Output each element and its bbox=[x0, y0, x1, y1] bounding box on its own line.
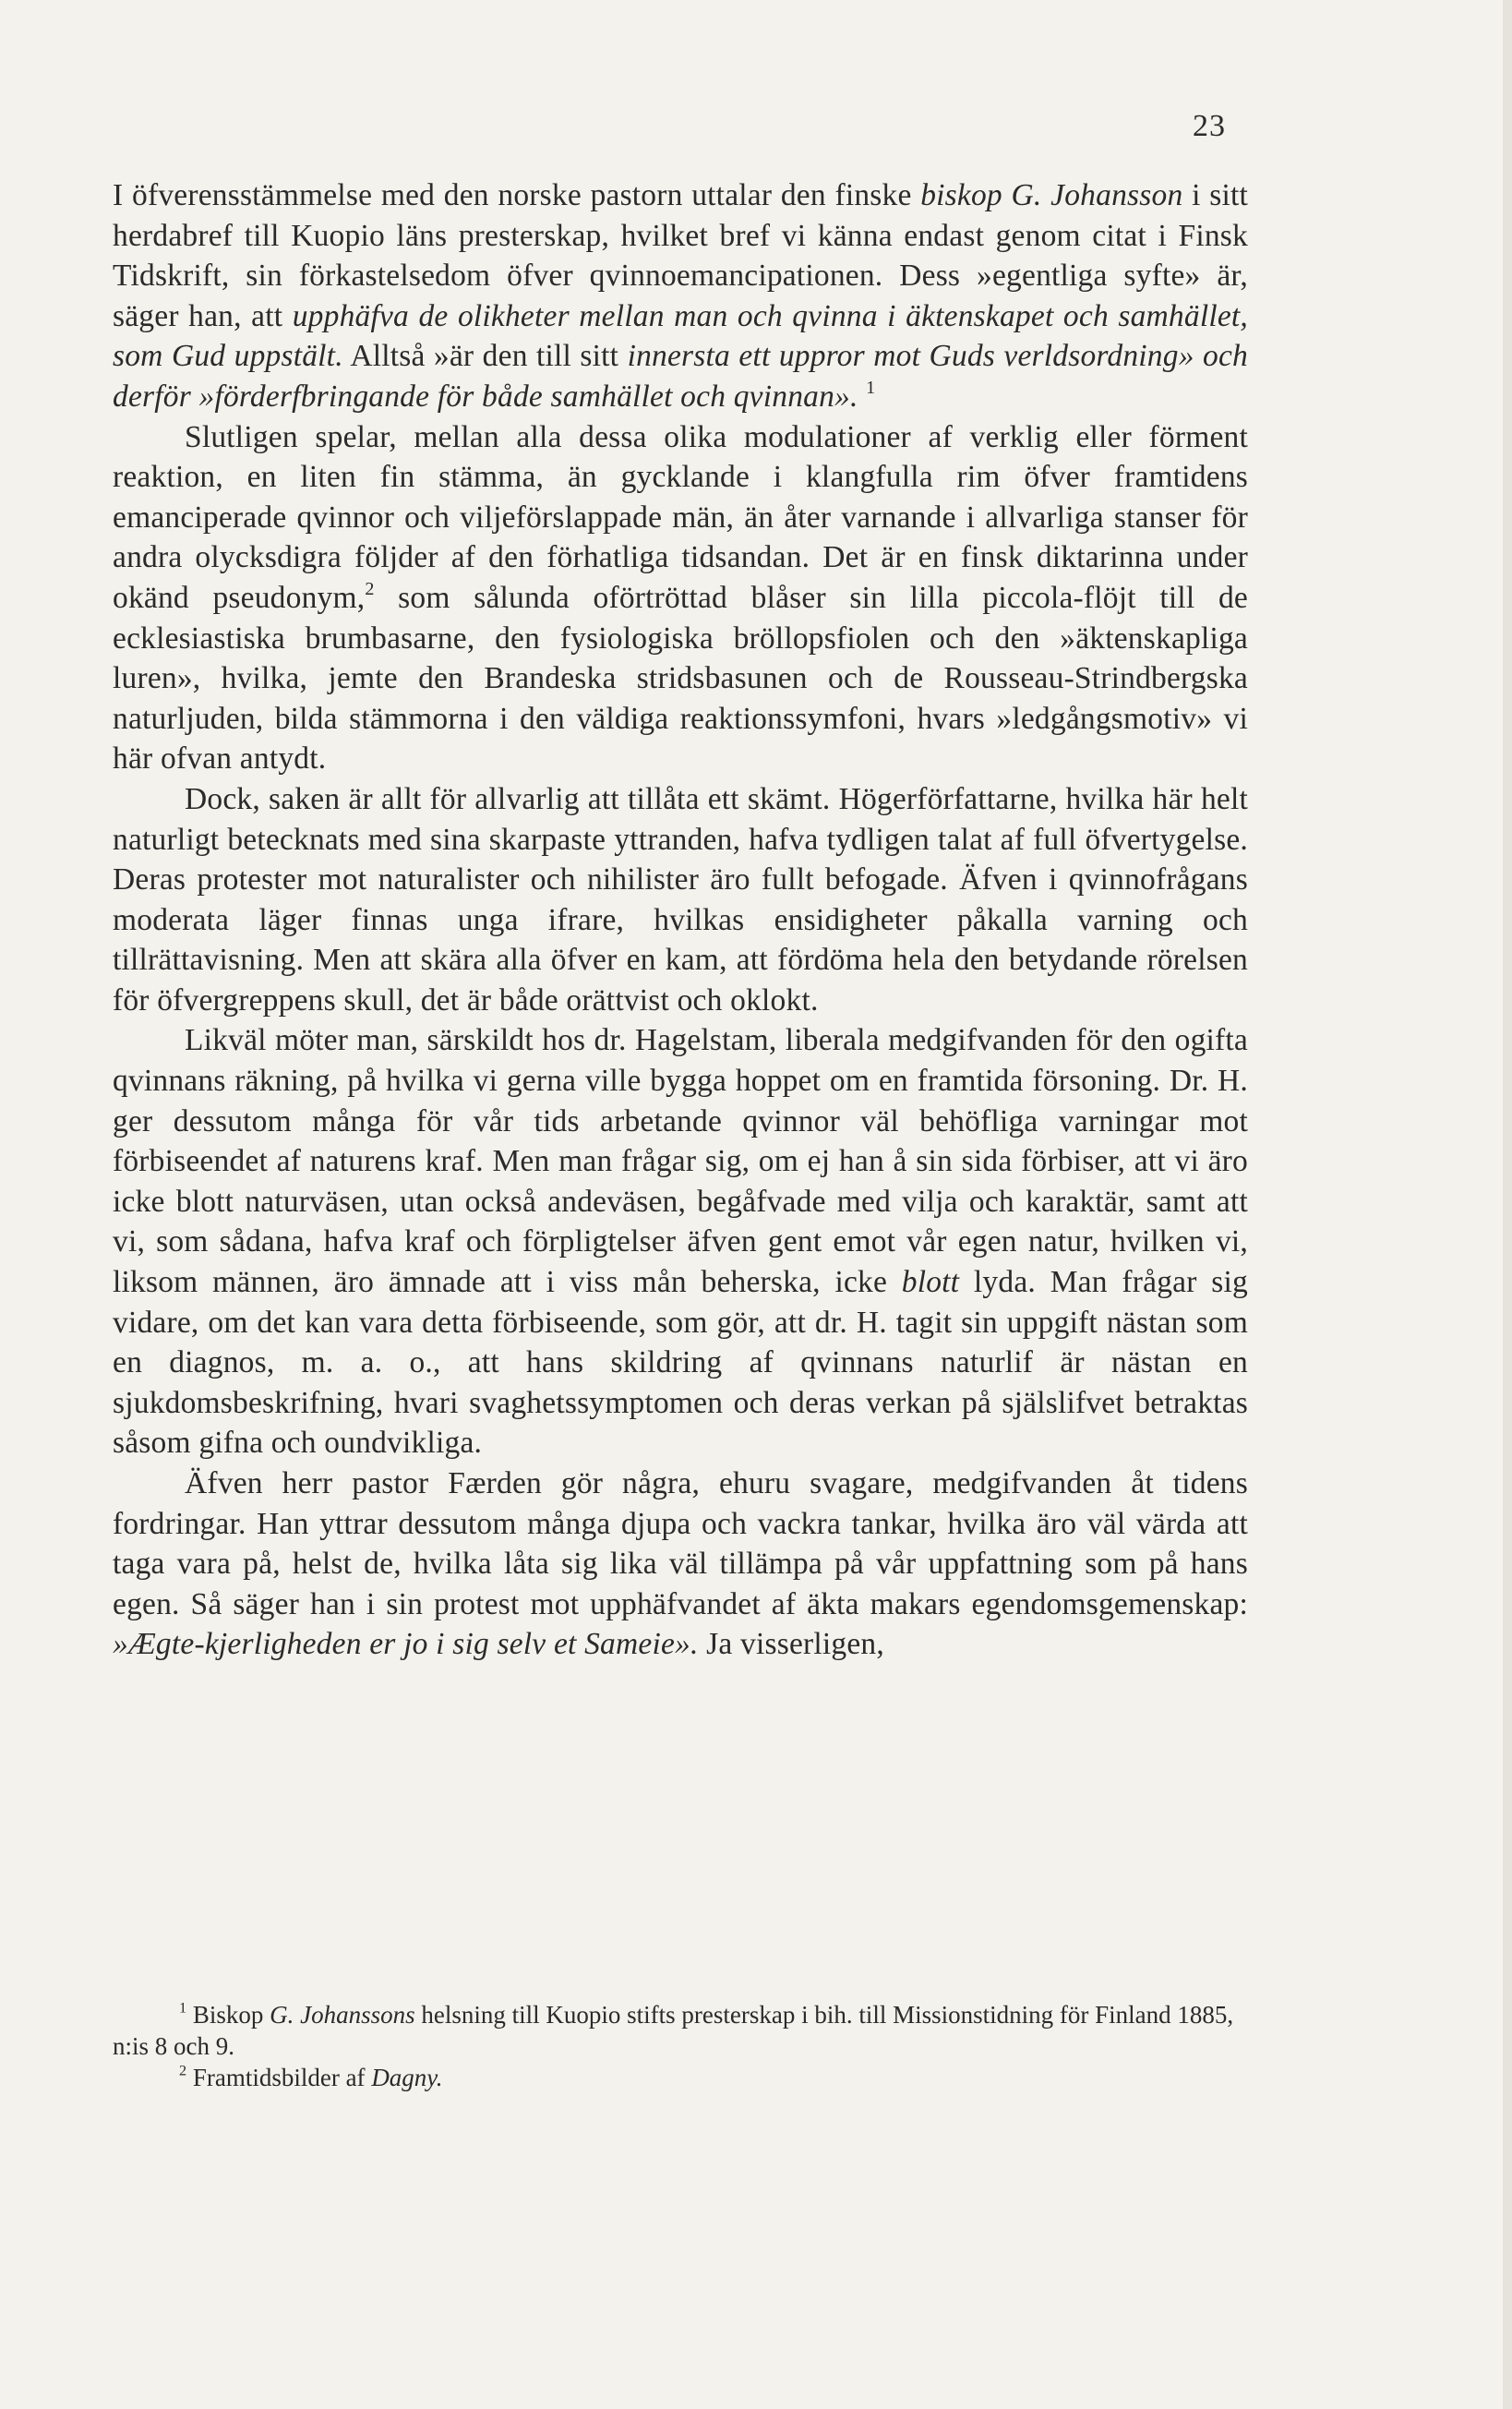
text-run: Dock, saken är allt för allvarlig att tillåta ett skämt. Högerförfattarne, hvilka här helt naturligt betecknats med sina skarpaste yttranden, hafva tydligen talat af full öfvertygelse. Deras protester mot naturalister och nihilister äro fullt befogade. Äfven i qvinnofrågans moderata läger finnas unga ifrare, hvilkas ensidigheter påkalla varning och tillrättavisning. Men att skära alla öfver en kam, att fördöma hela den betydande rörelsen för öfvergreppens skull, det är både orättvist och oklokt. bbox=[113, 781, 1248, 1018]
text-run: som sålunda oförtröttad blåser sin lilla piccola-flöjt till de ecklesiastiska brumbasarne, den fysiologiska bröllopsfiolen och den »äktenskapliga luren», hvilka, jemte den Brandeska stridsbasunen och de Rousseau-Strindbergska naturljuden, bilda stämmorna i den väldiga reaktionssymfoni, hvars »ledgångsmotiv» vi här ofvan antydt. bbox=[113, 580, 1248, 777]
italic-run: Dagny. bbox=[371, 2064, 443, 2091]
text-run: Likväl möter man, särskildt hos dr. Hagelstam, liberala medgifvanden för den ogifta qvinnans räkning, på hvilka vi gerna ville bygga hoppet om en framtida försoning. Dr. H. ger dessutom många för vår tids arbetande qvinnor väl behöfliga varningar mot förbiseendet af naturens kraf. Men man frågar sig, om ej han å sin sida förbiser, att vi äro icke blott naturväsen, utan också andeväsen, begåfvade med vilja och karaktär, samt att vi, som sådana, hafva kraf och förpligtelser äfven gent emot vår egen natur, hvilken vi, liksom männen, äro ämnade att i viss mån beherska, icke bbox=[113, 1023, 1248, 1300]
page-edge bbox=[1503, 0, 1512, 2409]
text-run: Framtidsbilder af bbox=[186, 2064, 372, 2091]
italic-run: biskop G. Johansson bbox=[920, 178, 1183, 212]
footnote-marker: 1 bbox=[179, 1999, 187, 2017]
text-run: i sitt herdabref till Kuopio läns presterskap, hvilket bref vi känna endast genom citat i Finsk Tidskrift, sin förkastelsedom öfver qvinnoemancipationen. Dess »egentliga syfte» är, säger han, att bbox=[113, 178, 1248, 333]
text-run: Ja visserligen, bbox=[698, 1627, 884, 1662]
text-run: Biskop bbox=[186, 2001, 270, 2029]
footnote-marker: 2 bbox=[179, 2062, 187, 2079]
text-run: helsning till Kuopio stifts presterskap i bih. till Missionstidning för Finland 1885, n:is 8 och 9. bbox=[113, 2001, 1234, 2060]
page-number: 23 bbox=[1193, 109, 1226, 143]
footnote-ref-1[interactable]: 1 bbox=[866, 377, 876, 398]
footnotes bbox=[113, 1999, 1248, 2093]
italic-run: G. Johanssons bbox=[270, 2001, 415, 2029]
text-run: lyda. Man frågar sig vidare, om det kan vara detta förbiseende, som gör, att dr. H. tagit sin uppgift nästan som en diagnos, m. a. o., att hans skildring af qvinnans naturlif är nästan en sjukdomsbeskrifning, hvari svaghetssymptomen och deras verkan på själslifvet betraktas såsom gifna och oundvikliga. bbox=[113, 1265, 1248, 1461]
text-run: Alltså »är den till sitt bbox=[342, 339, 628, 374]
body-text bbox=[113, 175, 1248, 1665]
paragraph-2 bbox=[113, 417, 1248, 779]
footnote-2 bbox=[113, 2062, 1248, 2093]
footnote-ref-2[interactable]: 2 bbox=[365, 578, 375, 599]
text-run: Slutligen spelar, mellan alla dessa olika modulationer af verklig eller förment reaktion, en liten fin stämma, än gycklande i klangfulla rim öfver framtidens emanciperade qvinnor och viljeförslappade män, än åter varnande i allvarliga stanser för andra olycksdigra följder af den förhatliga tidsandan. Det är en finsk diktarinna under okänd pseudonym, bbox=[113, 419, 1248, 615]
text-run: I öfverensstämmelse med den norske pastorn uttalar den finske bbox=[113, 178, 921, 212]
paragraph-5 bbox=[113, 1463, 1248, 1665]
paragraph-4 bbox=[113, 1020, 1248, 1463]
italic-run: »Ægte-kjerligheden er jo i sig selv et Sameie». bbox=[113, 1627, 699, 1662]
italic-run: upphäfva de olikheter mellan man och qvinna i äktenskapet och samhället, som Gud uppstält. bbox=[113, 298, 1248, 374]
paragraph-1 bbox=[113, 175, 1248, 417]
footnote-1 bbox=[113, 1999, 1248, 2062]
italic-run: blott bbox=[901, 1265, 960, 1300]
text-run bbox=[858, 379, 867, 414]
text-run: Äfven herr pastor Færden gör några, ehuru svagare, medgifvanden åt tidens fordringar. Han yttrar dessutom många djupa och vackra tankar, hvilka äro väl värda att taga vara på, helst de, hvilka låta sig lika väl tillämpa på vår uppfattning som på hans egen. Så säger han i sin protest mot upphäfvandet af äkta makars egendomsgemenskap: bbox=[113, 1466, 1248, 1621]
paragraph-3 bbox=[113, 779, 1248, 1021]
italic-run: innersta ett uppror mot Guds verldsordning» och derför »förderfbringande för både samhället och qvinnan». bbox=[113, 339, 1249, 414]
